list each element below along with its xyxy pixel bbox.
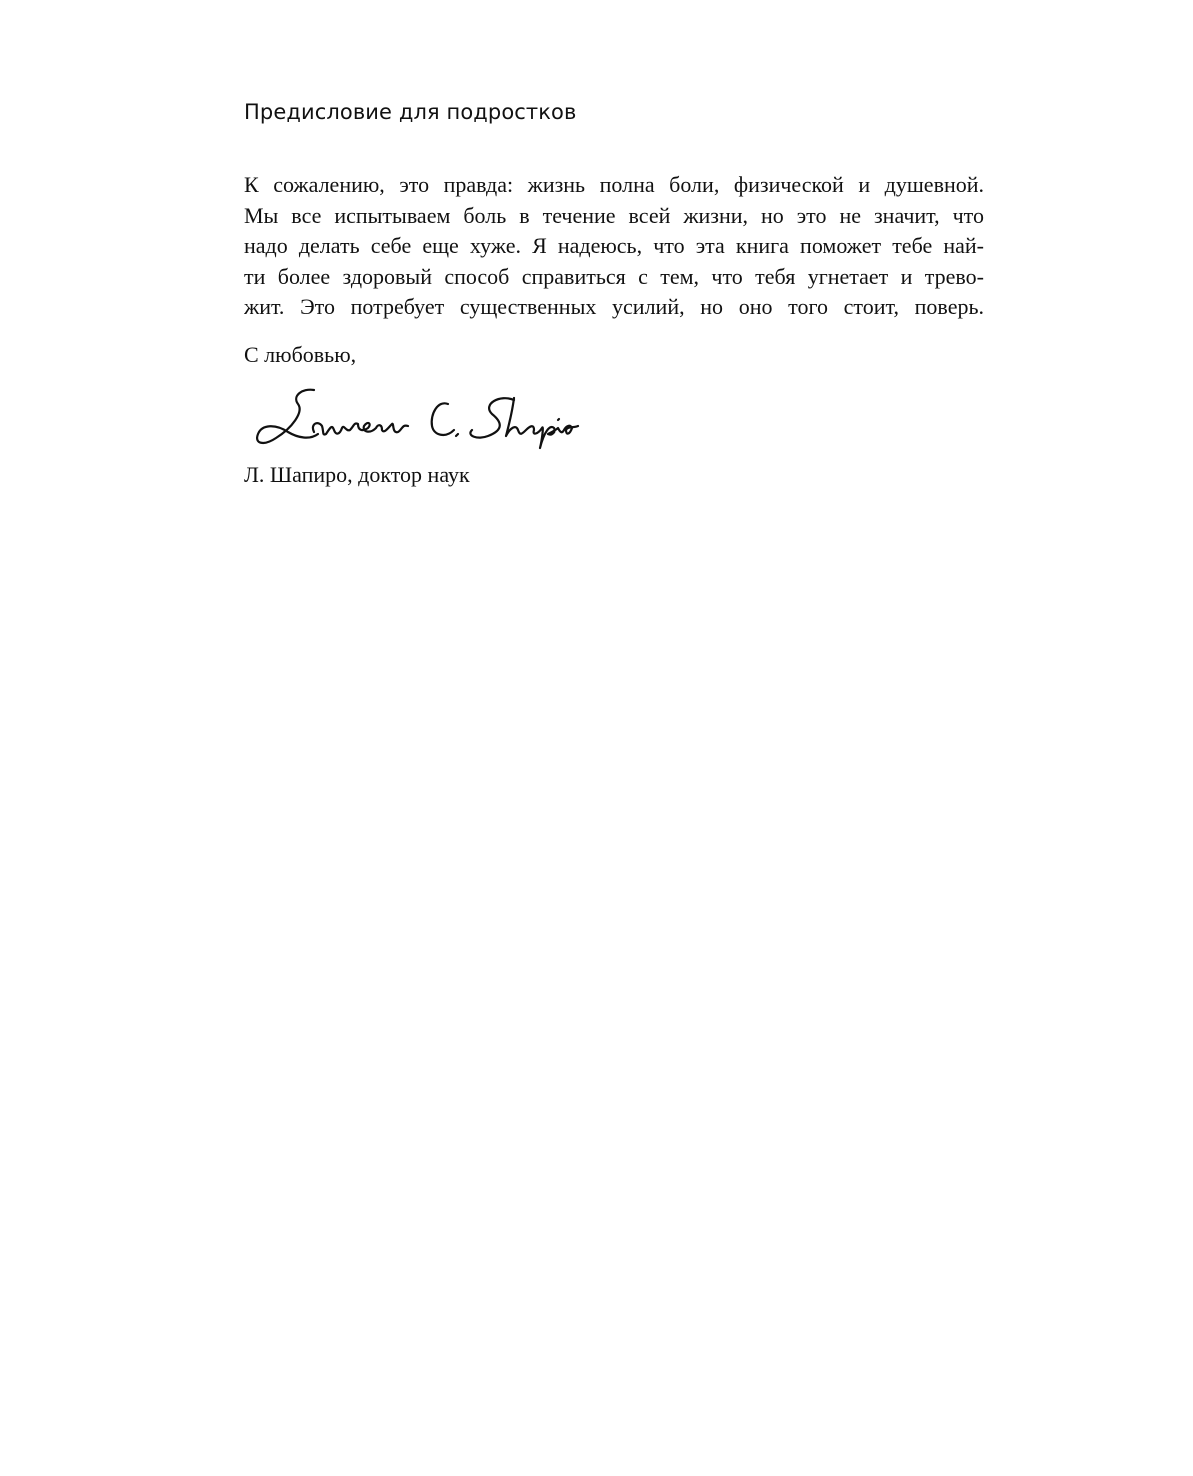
paragraph-line: Мы все испытываем боль в течение всей жизни, но это не значит, что [244, 202, 984, 228]
paragraph-line: надо делать себе еще хуже. Я надеюсь, что эта книга поможет тебе най- [244, 233, 984, 258]
body-paragraph [244, 170, 984, 323]
author-name: Л. Шапиро, доктор наук [244, 462, 470, 487]
handwritten-signature [252, 384, 582, 456]
closing-salutation: С любовью, [244, 342, 357, 367]
page-title: Предисловие для подростков [244, 100, 577, 124]
paragraph-line: жит. Это потребует существенных усилий, но оно того стоит, поверь. [244, 294, 984, 319]
paragraph-line: К сожалению, это правда: жизнь полна боли, физической и душевной. [244, 172, 984, 197]
paragraph-line: ти более здоровый способ справиться с тем, что тебя угнетает и трево- [244, 263, 984, 289]
